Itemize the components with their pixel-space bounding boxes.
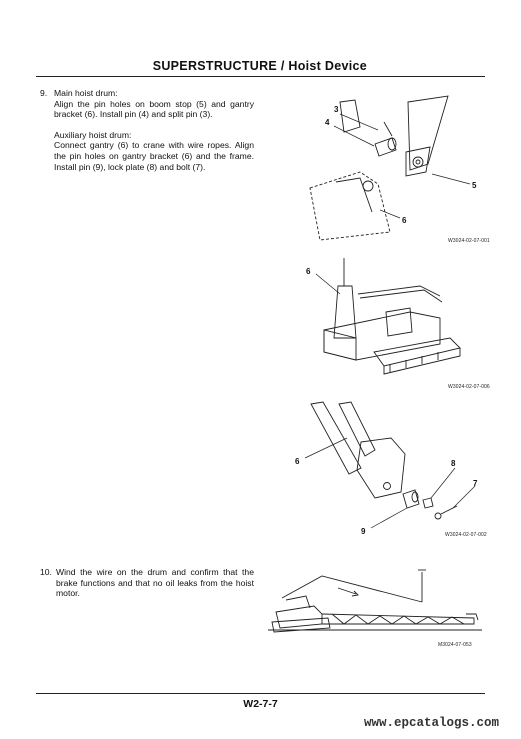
callout-6: 6 — [295, 457, 300, 466]
callout-6: 6 — [306, 267, 311, 276]
main-hoist-heading: Main hoist drum: — [54, 88, 118, 98]
aux-hoist-heading: Auxiliary hoist drum: — [54, 129, 132, 140]
page-number: W2-7-7 — [243, 698, 278, 710]
step-10 — [40, 567, 254, 599]
figure-code: W3024-02-07-006 — [448, 384, 490, 390]
figure-wire-winding — [262, 562, 488, 648]
callout-6: 6 — [402, 216, 407, 225]
callout-5: 5 — [472, 181, 477, 190]
figure-1-callouts — [325, 105, 477, 225]
figure-3-callouts — [295, 438, 478, 536]
page-header — [36, 56, 485, 77]
step-10-text: Wind the wire on the drum and confirm that the brake functions and that no oil leaks from the hoist motor. — [56, 567, 254, 599]
callout-9: 9 — [361, 527, 366, 536]
callout-3: 3 — [334, 105, 339, 114]
figure-code: W3024-02-07-001 — [448, 238, 490, 244]
callout-7: 7 — [473, 479, 478, 488]
step-number: 10. — [40, 567, 52, 577]
figure-gantry-crane — [300, 256, 490, 390]
footer-rule — [36, 693, 485, 694]
main-hoist-text: Align the pin holes on boom stop (5) and gantry bracket (6). Install pin (4) and split pin (3). — [54, 98, 254, 120]
callout-4: 4 — [325, 118, 330, 127]
section-title: SUPERSTRUCTURE / Hoist Device — [152, 59, 367, 73]
step-number: 9. — [40, 88, 48, 98]
figure-code: W3024-02-07-002 — [445, 532, 487, 538]
step-9 — [40, 88, 254, 172]
watermark: www.epcatalogs.com — [363, 716, 499, 730]
figure-code: M3024-07-053 — [438, 642, 472, 648]
figure-gantry-bracket — [295, 398, 490, 538]
callout-8: 8 — [451, 459, 456, 468]
figure-boom-stop — [300, 92, 490, 242]
aux-hoist-text: Connect gantry (6) to crane with wire ropes. Align the pin holes on gantry bracket (6) and the frame. Install pin (9), lock plate (8) and bolt (7). — [54, 140, 254, 172]
